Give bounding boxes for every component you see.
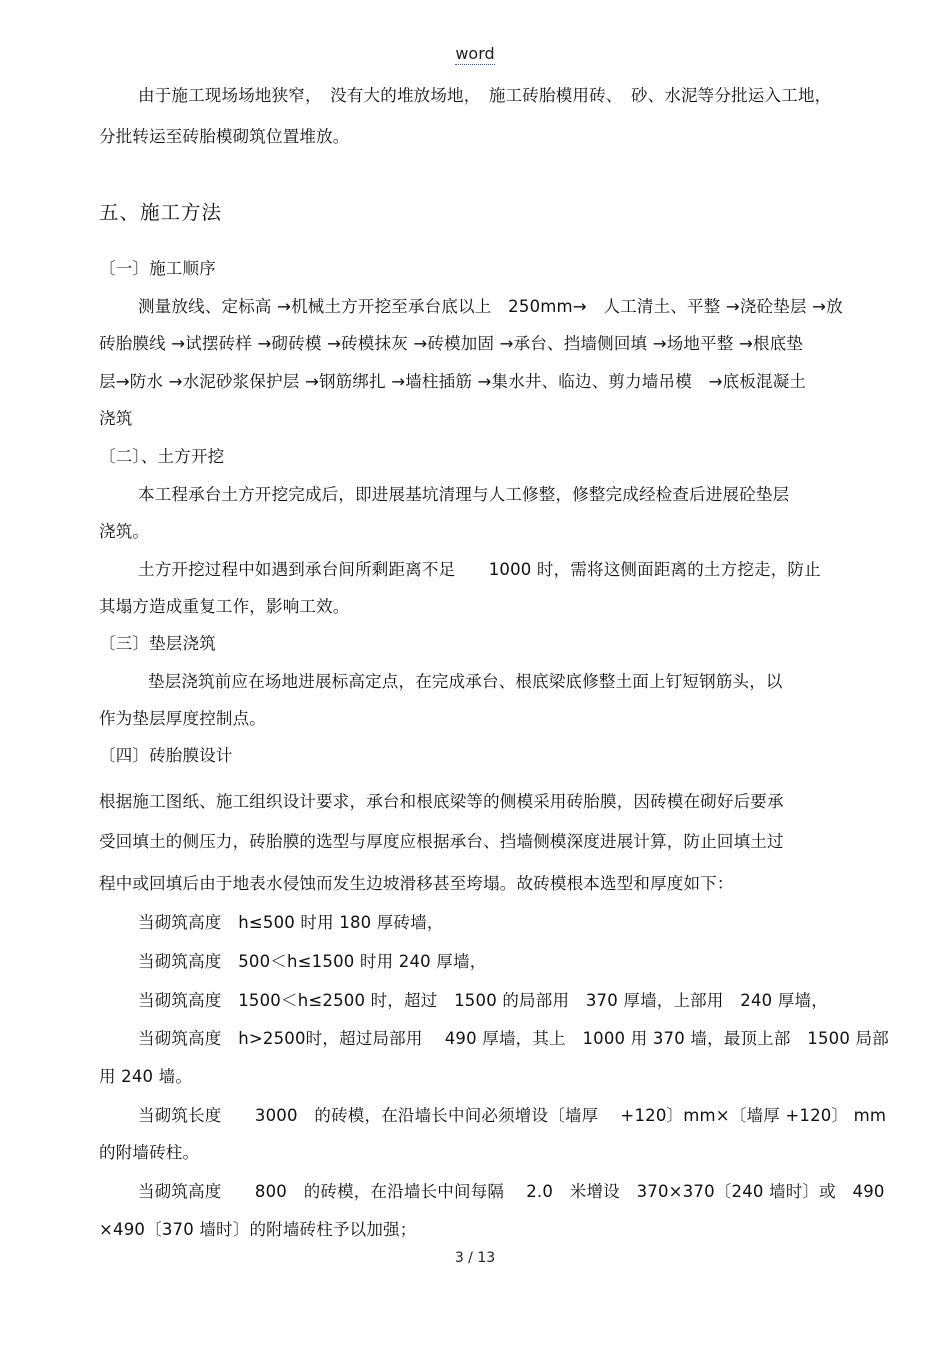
paragraph-line: 根据施工图纸、施工组织设计要求，承台和根底梁等的侧模采用砖胎膜，因砖模在砌好后要承 [99,792,784,811]
paragraph-line: 当砌筑长度 3000 的砖模，在沿墙长中间必须增设〔墙厚 +120〕mm×〔墙厚 +120〕 mm [138,1106,887,1125]
paragraph-line: 其塌方造成重复工作，影响工效。 [99,597,350,616]
paragraph-line: 层→防水 →水泥砂浆保护层 →钢筋绑扎 →墙柱插筋 →集水井、临边、剪力墙吊模 →底板混凝土 [99,372,807,391]
paragraph-line: 程中或回填后由于地表水侵蚀而发生边坡滑移甚至垮塌。故砖模根本选型和厚度如下： [99,874,734,893]
paragraph-line: 作为垫层厚度控制点。 [99,709,266,728]
subsection-heading: 〔一〕施工顺序 [99,259,216,278]
paragraph-line: 分批转运至砖胎模砌筑位置堆放。 [99,127,350,146]
paragraph-line: 当砌筑高度 h>2500时，超过局部用 490 厚墙，其上 1000 用 370 墙，最顶上部 1500 局部 [138,1029,889,1048]
header-title[interactable]: word [455,44,495,63]
paragraph-line: 砖胎膜线 →试摆砖样 →砌砖模 →砖模抹灰 →砖模加固 →承台、挡墙侧回填 →场地平整 →根底垫 [99,334,804,353]
paragraph-line: 当砌筑高度 1500＜h≤2500 时，超过 1500 的局部用 370 厚墙，上部用 240 厚墙， [138,991,828,1010]
paragraph-line: 浇筑 [99,409,133,428]
paragraph-line: 当砌筑高度 500＜h≤1500 时用 240 厚墙， [138,952,487,971]
page-header [0,44,950,63]
paragraph-line: 当砌筑高度 800 的砖模，在沿墙长中间每隔 2.0 米增设 370×370〔240 墙时〕或 490 [138,1182,885,1201]
paragraph-line: 的附墙砖柱。 [99,1143,200,1162]
paragraph-line: ×490〔370 墙时〕的附墙砖柱予以加强； [99,1220,417,1239]
section-heading: 五、施工方法 [99,201,223,224]
paragraph-line: 受回填土的侧压力，砖胎膜的选型与厚度应根据承台、挡墙侧模深度进展计算，防止回填土过 [99,832,784,851]
paragraph-line: 垫层浇筑前应在场地进展标高定点，在完成承台、根底梁底修整土面上钉短钢筋头，以 [148,672,783,691]
subsection-heading: 〔三〕垫层浇筑 [99,634,216,653]
paragraph-line: 本工程承台土方开挖完成后，即进展基坑清理与人工修整，修整完成经检查后进展砼垫层 [138,485,790,504]
paragraph-line: 浇筑。 [99,522,150,541]
paragraph-line: 当砌筑高度 h≤500 时用 180 厚砖墙， [138,913,444,932]
paragraph-line: 用 240 墙。 [99,1067,193,1086]
subsection-heading: 〔四〕砖胎膜设计 [99,746,233,765]
paragraph-line: 土方开挖过程中如遇到承台间所剩距离不足 1000 时，需将这侧面距离的土方挖走，防止 [138,560,821,579]
subsection-heading: 〔二〕、土方开挖 [99,447,225,466]
paragraph-line: 由于施工现场场地狭窄， 没有大的堆放场地， 施工砖胎模用砖、 砂、水泥等分批运入工地， [138,86,832,105]
page-number: 3 / 13 [454,1250,496,1266]
paragraph-line: 测量放线、定标高 →机械土方开挖至承台底以上 250mm→ 人工清土、平整 →浇砼垫层 →放 [138,297,843,316]
